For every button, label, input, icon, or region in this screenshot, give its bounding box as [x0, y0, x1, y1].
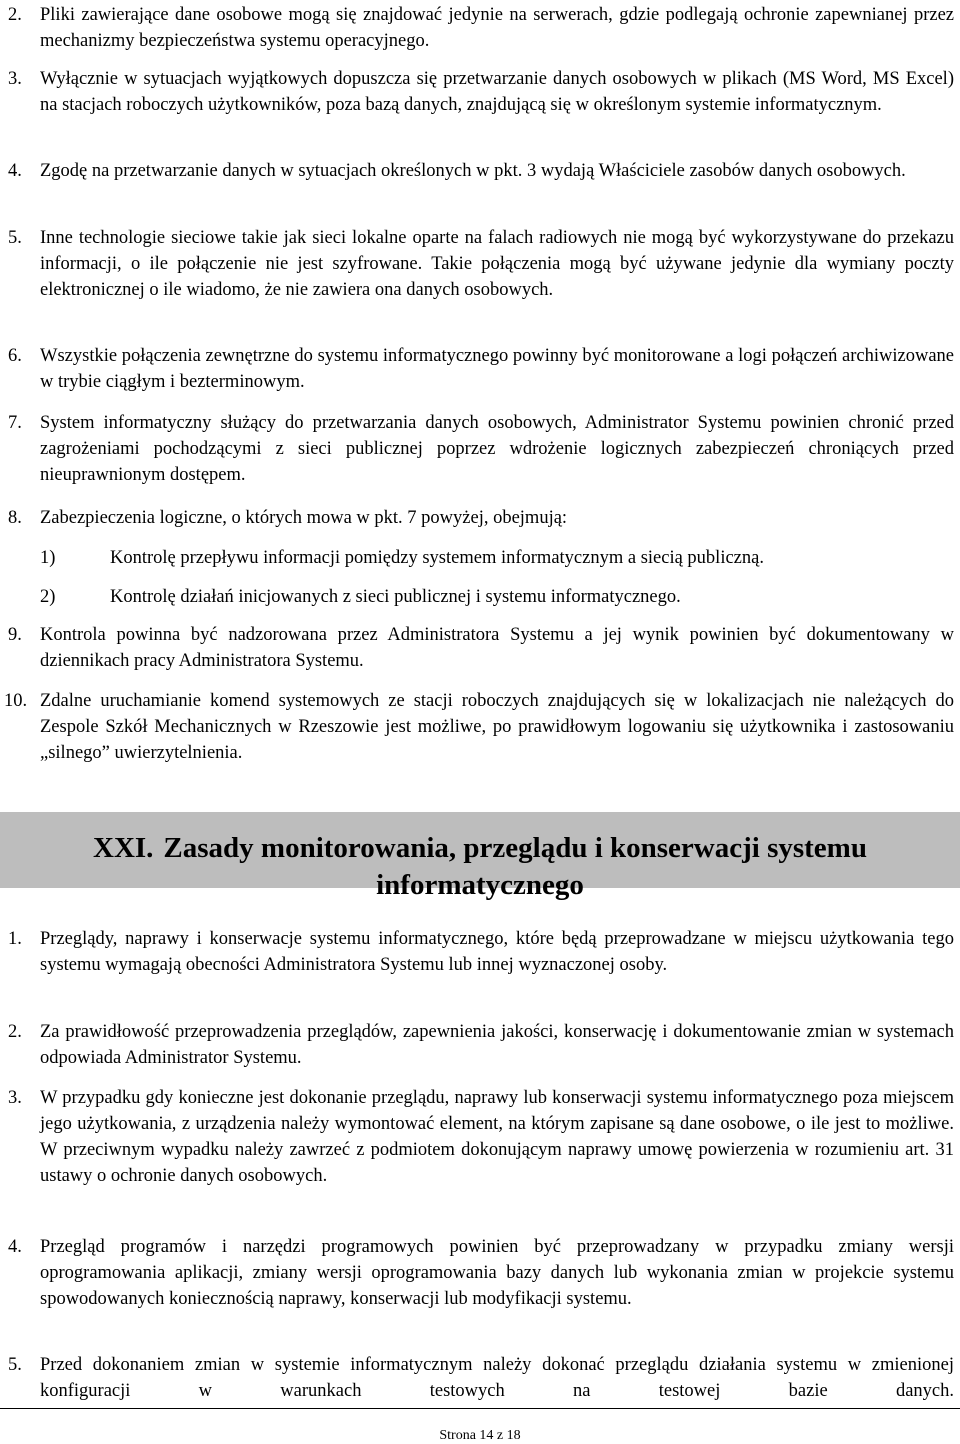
item-text: Za prawidłowość przeprowadzenia przeglądów, zapewnienia jakości, konserwację i dokumentowanie zmian w systemach odpowiada Administrator Systemu. — [40, 1022, 954, 1068]
item-number: 7. — [8, 413, 22, 433]
item-text: Zdalne uruchamianie komend systemowych ze stacji roboczych znajdujących się w lokalizacjach nie należących do Zespole Szkół Mechanicznych w Rzeszowie jest możliwe, po prawidłowym logowaniu się użytkownika i zastosowaniu „silnego” uwierzytelnienia. — [40, 691, 954, 763]
item-text: Zabezpieczenia logiczne, o których mowa w pkt. 7 powyżej, obejmują: — [40, 508, 568, 528]
section-title-line-2: informatycznego — [376, 869, 584, 901]
item-number: 4. — [8, 161, 22, 181]
item-number: 2. — [8, 1022, 22, 1042]
item-number: 6. — [8, 346, 22, 366]
item-number: 8. — [8, 508, 22, 528]
item-number: 4. — [8, 1237, 22, 1257]
item-text: Przeglądy, naprawy i konserwacje systemu informatycznego, które będą przeprowadzane w miejscu użytkowania tego systemu wymagają obecności Administratora Systemu lub innej wyznaczonej osoby. — [40, 929, 954, 975]
item-number: 3. — [8, 69, 22, 89]
item-number: 3. — [8, 1088, 22, 1108]
item-number: 5. — [8, 228, 22, 248]
item-text: Wyłącznie w sytuacjach wyjątkowych dopuszcza się przetwarzanie danych osobowych w plikach (MS Word, MS Excel) na stacjach roboczych użytkowników, poza bazą danych, znajdującą się w określonym systemie informatycznym. — [40, 69, 954, 115]
subitem-text: Kontrolę działań inicjowanych z sieci publicznej i systemu informatycznego. — [110, 587, 681, 607]
section-heading — [0, 830, 960, 904]
item-number: 9. — [8, 625, 22, 645]
subitem-number: 2) — [40, 587, 56, 607]
item-number: 1. — [8, 929, 22, 949]
item-text: System informatyczny służący do przetwarzania danych osobowych, Administrator Systemu powinien chronić przed zagrożeniami pochodzącymi z sieci publicznej poprzez wdrożenie logicznych zabezpieczeń chroniących przed nieuprawnionym dostępem. — [40, 413, 954, 485]
item-text: Kontrola powinna być nadzorowana przez Administratora Systemu a jej wynik powinien być dokumentowany w dziennikach pracy Administratora Systemu. — [40, 625, 954, 671]
item-text: Przegląd programów i narzędzi programowych powinien być przeprowadzany w przypadku zmiany wersji oprogramowania aplikacji, zmiany wersji oprogramowania bazy danych lub wykonania zmian w projekcie systemu spowodowanych koniecznością naprawy, konserwacji lub modyfikacji systemu. — [40, 1237, 954, 1309]
item-text: Przed dokonaniem zmian w systemie informatycznym należy dokonać przeglądu działania systemu w zmienionej konfiguracji w warunkach testowych na testowej bazie danych. — [40, 1355, 954, 1401]
footer-rule — [0, 1408, 960, 1409]
item-text: Wszystkie połączenia zewnętrzne do systemu informatycznego powinny być monitorowane a logi połączeń archiwizowane w trybie ciągłym i bezterminowym. — [40, 346, 954, 392]
item-number: 10. — [4, 691, 28, 711]
item-text: Inne technologie sieciowe takie jak sieci lokalne oparte na falach radiowych nie mogą być wykorzystywane do przekazu informacji, o ile połączenie nie jest szyfrowane. Takie połączenia mogą być używane jedynie dla wymiany poczty elektronicznej o ile wiadomo, że nie zawiera ona danych osobowych. — [40, 228, 954, 300]
subitem-text: Kontrolę przepływu informacji pomiędzy systemem informatycznym a siecią publiczną. — [110, 548, 764, 568]
item-text: W przypadku gdy konieczne jest dokonanie przeglądu, naprawy lub konserwacji systemu informatycznego poza miejscem jego użytkowania, z urządzenia należy wymontować element, na którym zapisane są dane osobowe, o ile jest to możliwe. W przeciwnym wypadku należy zawrzeć z podmiotem dokonującym naprawy umowę powierzenia w rozumieniu art. 31 ustawy o ochronie danych osobowych. — [40, 1088, 954, 1186]
section-title-line-1: Zasady monitorowania, przeglądu i konserwacji systemu — [163, 832, 867, 864]
item-number: 2. — [8, 5, 22, 25]
item-text: Zgodę na przetwarzanie danych w sytuacjach określonych w pkt. 3 wydają Właściciele zasobów danych osobowych. — [40, 161, 906, 181]
section-number: XXI. — [93, 832, 154, 864]
item-text: Pliki zawierające dane osobowe mogą się znajdować jedynie na serwerach, gdzie podlegają ochronie zapewnianej przez mechanizmy bezpieczeństwa systemu operacyjnego. — [40, 5, 954, 51]
page-number: Strona 14 z 18 — [439, 1428, 521, 1443]
section-heading-line-1 — [0, 830, 960, 867]
subitem-number: 1) — [40, 548, 56, 568]
item-number: 5. — [8, 1355, 22, 1375]
